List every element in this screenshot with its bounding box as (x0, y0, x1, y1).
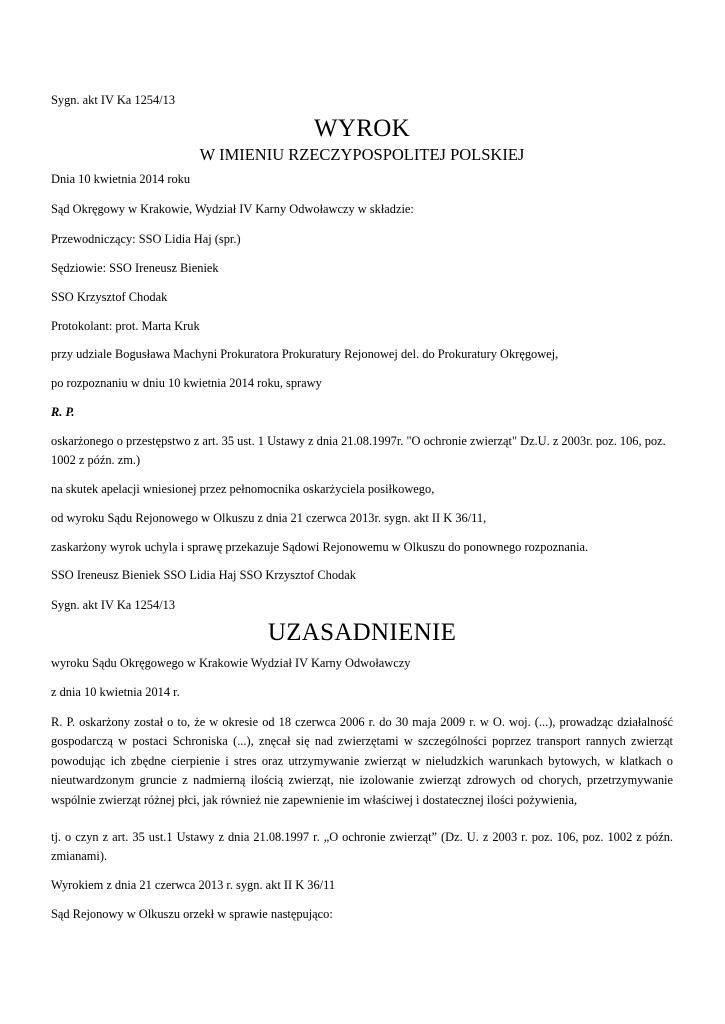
justification-subtitle-2: z dnia 10 kwietnia 2014 r. (51, 685, 180, 699)
court-clerk: Protokolant: prot. Marta Kruk (51, 319, 200, 333)
court-composition: Sąd Okręgowy w Krakowie, Wydział IV Karny Odwoławczy w składzie: (51, 202, 414, 216)
prosecutor-line: przy udziale Bogusława Machyni Prokuratora Prokuratury Rejonowej del. do Prokuratury Okręgowej, (51, 347, 559, 361)
charge-paragraph: oskarżonego o przestępstwo z art. 35 ust. 1 Ustawy z dnia 21.08.1997r. "O ochronie zwierząt" Dz.U. z 2003r. poz. 106, poz. 1002 z późn. zm.) (51, 434, 666, 467)
verdict-subtitle: W IMIENIU RZECZYPOSPOLITEJ POLSKIEJ (199, 145, 525, 164)
justification-title: UZASADNIENIE (267, 619, 457, 646)
justification-subtitle-1: wyroku Sądu Okręgowego w Krakowie Wydział IV Karny Odwoławczy (51, 656, 411, 670)
justification-paragraph-1: R. P. oskarżony został o to, że w okresie od 18 czerwca 2006 r. do 30 maja 2009 r. w O. woj. (...), prowadząc działalność gospodarczą w postaci Schroniska (...), znęcał się nad zwierzętami w szczególności poprzez transport rannych zwierząt powodując ich zbędne cierpienie i stres oraz utrzymywanie zwierząt w nieludzkich warunkach bytowych, w klatkach o nieutwardzonym gruncie z nadmierną ilością zwierząt, nie izolowanie zwierząt zdrowych od chorych, przetrzymywanie wspólnie zwierząt różnej płci, jak również nie zapewnienie im właściwej i dostatecznej ilości pożywienia, (51, 715, 673, 807)
judges-line-1: Sędziowie: SSO Ireneusz Bieniek (51, 261, 219, 275)
appeal-line: na skutek apelacji wniesionej przez pełnomocnika oskarżyciela posiłkowego, (51, 482, 435, 496)
defendant-name: R. P. (51, 405, 75, 419)
justification-paragraph-4: Sąd Rejonowy w Olkuszu orzekł w sprawie następująco: (51, 907, 333, 921)
judges-line-2: SSO Krzysztof Chodak (51, 290, 168, 304)
verdict-date: Dnia 10 kwietnia 2014 roku (51, 172, 191, 186)
verdict-title: WYROK (314, 115, 410, 142)
judgment-reference: od wyroku Sądu Rejonowego w Olkuszu z dnia 21 czerwca 2013r. sygn. akt II K 36/11, (51, 511, 487, 525)
case-signature-mid: Sygn. akt IV Ka 1254/13 (51, 598, 176, 612)
justification-paragraph-3: Wyrokiem z dnia 21 czerwca 2013 r. sygn. akt II K 36/11 (51, 878, 336, 892)
case-signature-top: Sygn. akt IV Ka 1254/13 (51, 93, 176, 107)
hearing-line: po rozpoznaniu w dniu 10 kwietnia 2014 roku, sprawy (51, 376, 322, 390)
presiding-judge: Przewodniczący: SSO Lidia Haj (spr.) (51, 232, 241, 246)
justification-paragraph-2: tj. o czyn z art. 35 ust.1 Ustawy z dnia 21.08.1997 r. „O ochronie zwierząt” (Dz. U. z 2003 r. poz. 106, poz. 1002 z późn. zmianami). (51, 830, 673, 864)
judges-signatures: SSO Ireneusz Bieniek SSO Lidia Haj SSO Krzysztof Chodak (51, 568, 356, 582)
decision-line: zaskarżony wyrok uchyla i sprawę przekazuje Sądowi Rejonowemu w Olkuszu do ponownego rozpoznania. (51, 540, 589, 554)
